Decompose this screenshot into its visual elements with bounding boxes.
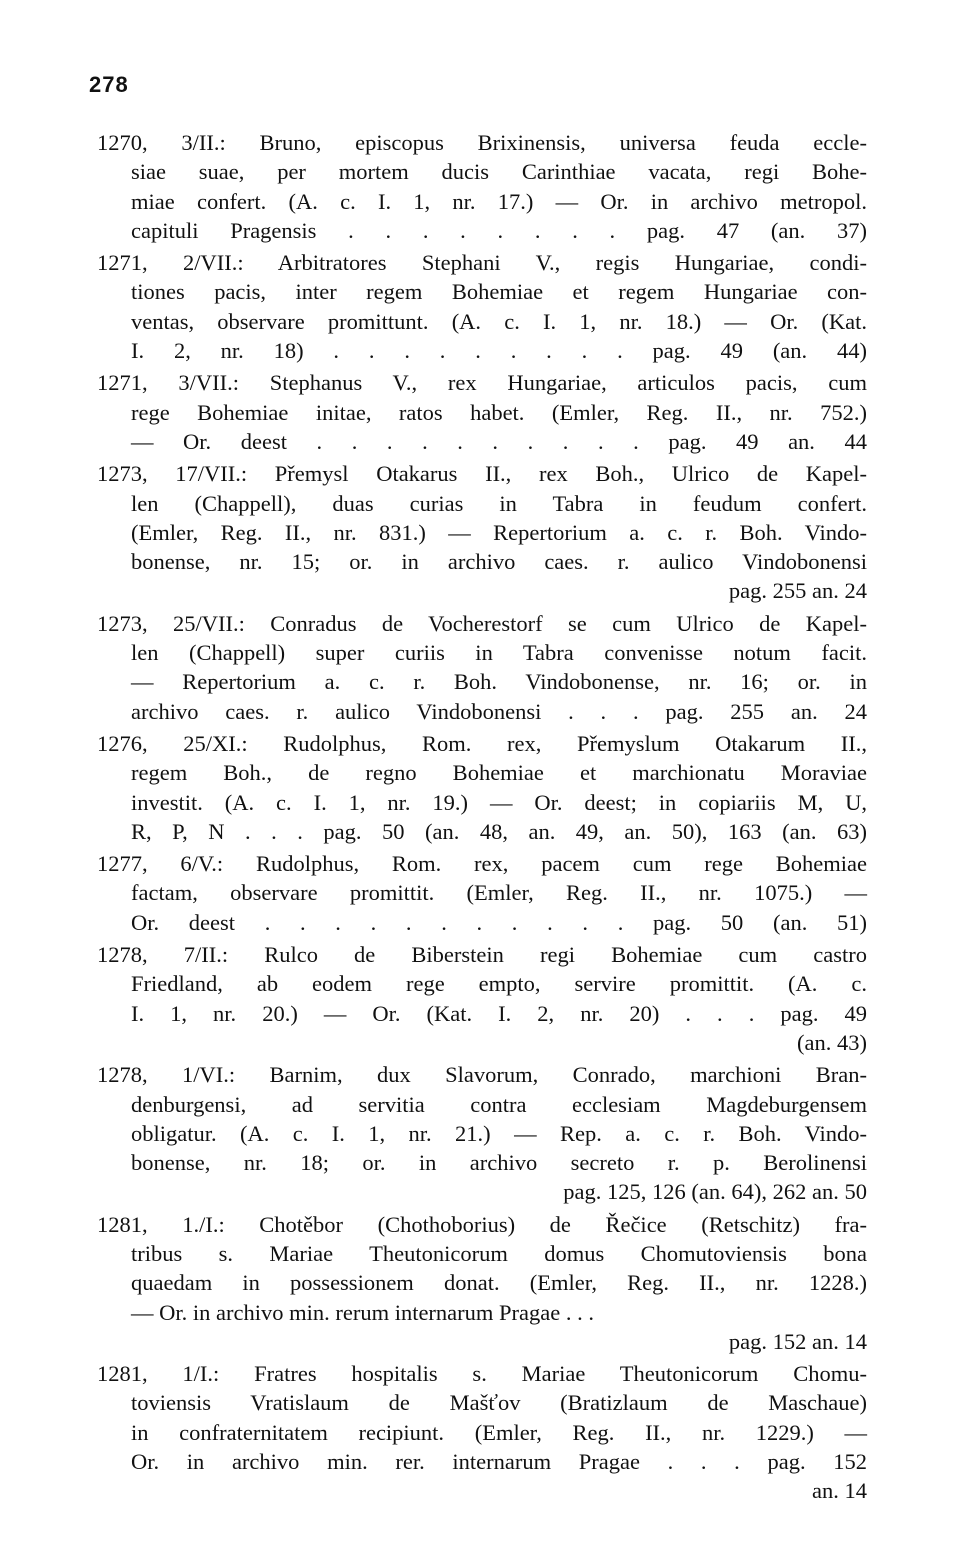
entry-line: investit. (A. c. I. 1, nr. 19.) — Or. deest; in copiariis M, U, — [131, 789, 867, 815]
entry-line: 1271, 3/VII.: Stephanus V., rex Hungariae, articulos pacis, cum — [97, 370, 867, 396]
entry-line: len (Chappell) super curiis in Tabra convenisse notum facit. — [131, 640, 867, 666]
entry-line: len (Chappell), duas curias in Tabra in feudum confert. — [131, 490, 867, 516]
entry-line: 1276, 25/XI.: Rudolphus, Rom. rex, Přemyslum Otakarum II., — [97, 730, 867, 756]
register-entry — [97, 459, 867, 605]
entry-line: quaedam in possessionem donat. (Emler, Reg. II., nr. 1228.) — [131, 1270, 867, 1296]
entry-line: R, P, N . . . pag. 50 (an. 48, an. 49, an. 50), 163 (an. 63) — [131, 818, 867, 844]
page-number: 278 — [89, 72, 129, 97]
entry-line: — Or. deest . . . . . . . . . . pag. 49 an. 44 — [131, 428, 867, 454]
entry-line: I. 2, nr. 18) . . . . . . . . . pag. 49 (an. 44) — [131, 338, 867, 364]
register-entry — [97, 368, 867, 456]
entry-page-ref: an. 14 — [812, 1478, 867, 1504]
entry-line: bonense, nr. 18; or. in archivo secreto r. p. Berolinensi — [131, 1150, 867, 1176]
entry-line: (Emler, Reg. II., nr. 831.) — Repertorium a. c. r. Boh. Vindo- — [131, 519, 867, 545]
entry-page-ref: (an. 43) — [797, 1029, 867, 1055]
entry-line: siae suae, per mortem ducis Carinthiae vacata, regi Bohe- — [131, 159, 867, 185]
register-entry — [97, 1060, 867, 1206]
entry-line: in confraternitatem recipiunt. (Emler, Reg. II., nr. 1229.) — — [131, 1419, 867, 1445]
entry-page-ref: pag. 125, 126 (an. 64), 262 an. 50 — [563, 1179, 867, 1205]
entry-line: factam, observare promittit. (Emler, Reg. II., nr. 1075.) — — [131, 880, 867, 906]
entry-line: regem Boh., de regno Bohemiae et marchionatu Moraviae — [131, 760, 867, 786]
entry-page-ref: pag. 152 an. 14 — [728, 1328, 867, 1354]
entry-line: rege Bohemiae initae, ratos habet. (Emler, Reg. II., nr. 752.) — [131, 399, 867, 425]
register-entry — [97, 128, 867, 245]
entry-line: 1271, 2/VII.: Arbitratores Stephani V., regis Hungariae, condi- — [97, 250, 867, 276]
entry-line: obligatur. (A. c. I. 1, nr. 21.) — Rep. a. c. r. Boh. Vindo- — [131, 1120, 867, 1146]
entry-line: capituli Pragensis . . . . . . . . pag. 47 (an. 37) — [131, 217, 867, 243]
register-entry — [97, 729, 867, 846]
entry-line: 1281, 1./I.: Chotěbor (Chothoborius) de Řečice (Retschitz) fra- — [97, 1211, 867, 1237]
entry-line: denburgensi, ad servitia contra ecclesiam Magdeburgensem — [131, 1091, 867, 1117]
register-entry — [97, 849, 867, 937]
entry-line: — Repertorium a. c. r. Boh. Vindobonense, nr. 16; or. in — [131, 669, 867, 695]
entry-line: Or. deest . . . . . . . . . . . pag. 50 (an. 51) — [131, 909, 867, 935]
register-entry — [97, 1210, 867, 1356]
entry-line: Or. in archivo min. rer. internarum Pragae . . . pag. 152 — [131, 1449, 867, 1475]
entry-line: toviensis Vratislaum de Mašťov (Bratizlaum de Maschaue) — [131, 1390, 867, 1416]
register-entry — [97, 940, 867, 1057]
entry-line: 1273, 25/VII.: Conradus de Vocherestorf se cum Ulrico de Kapel- — [97, 610, 867, 636]
entry-line: archivo caes. r. aulico Vindobonensi . . . pag. 255 an. 24 — [131, 698, 867, 724]
entry-line: 1273, 17/VII.: Přemysl Otakarus II., rex Boh., Ulrico de Kapel- — [97, 461, 867, 487]
entry-line: I. 1, nr. 20.) — Or. (Kat. I. 2, nr. 20) . . . pag. 49 — [131, 1000, 867, 1026]
entry-line: 1278, 1/VI.: Barnim, dux Slavorum, Conrado, marchioni Bran- — [97, 1062, 867, 1088]
document-body — [97, 128, 867, 1509]
entry-line: 1277, 6/V.: Rudolphus, Rom. rex, pacem cum rege Bohemiae — [97, 851, 867, 877]
register-entry — [97, 1359, 867, 1505]
entry-line: tiones pacis, inter regem Bohemiae et regem Hungariae con- — [131, 279, 867, 305]
entry-line: Friedland, ab eodem rege empto, servire promittit. (A. c. — [131, 971, 867, 997]
entry-line: 1281, 1/I.: Fratres hospitalis s. Mariae Theutonicorum Chomu- — [97, 1361, 867, 1387]
register-entry — [97, 609, 867, 726]
entry-line: — Or. in archivo min. rerum internarum Pragae . . . — [131, 1299, 594, 1325]
entry-line: miae confert. (A. c. I. 1, nr. 17.) — Or. in archivo metropol. — [131, 188, 867, 214]
entry-line: 1270, 3/II.: Bruno, episcopus Brixinensis, universa feuda eccle- — [97, 130, 867, 155]
entry-line: tribus s. Mariae Theutonicorum domus Chomutoviensis bona — [131, 1240, 867, 1266]
entry-line: bonense, nr. 15; or. in archivo caes. r. aulico Vindobonensi — [131, 549, 867, 575]
register-entry — [97, 248, 867, 365]
entry-line: ventas, observare promittunt. (A. c. I. 1, nr. 18.) — Or. (Kat. — [131, 308, 867, 334]
entry-line: 1278, 7/II.: Rulco de Biberstein regi Bohemiae cum castro — [97, 942, 867, 968]
entry-page-ref: pag. 255 an. 24 — [728, 578, 867, 604]
